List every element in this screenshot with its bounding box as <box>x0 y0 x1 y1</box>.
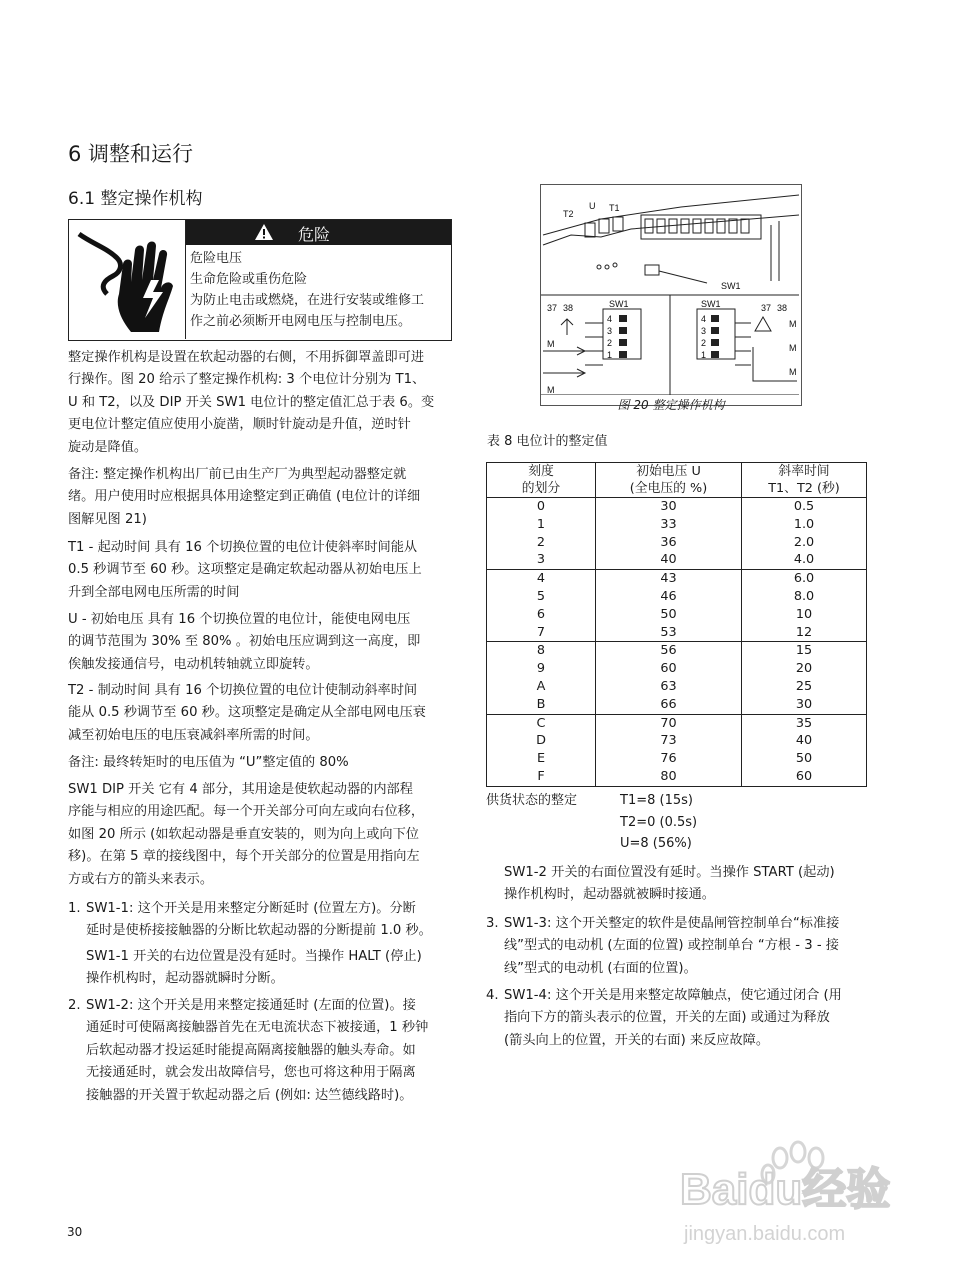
table-row <box>487 516 867 534</box>
table-cell: 5 <box>487 588 596 606</box>
column-header <box>596 463 742 498</box>
text-line: U 和 T2，以及 DIP 开关 SW1 电位计的整定值汇总于表 6。变 <box>68 394 435 410</box>
table-cell: 12 <box>742 624 867 642</box>
list-item <box>68 946 452 991</box>
danger-line: 为防止电击或燃烧，在进行安装或维修工 <box>190 293 425 308</box>
t1-label: T1 <box>609 203 620 213</box>
table-cell: 56 <box>596 642 742 660</box>
text-line: 通延时可使隔离接触器首先在无电流状态下被接通，1 秒钟 <box>86 1020 429 1036</box>
t1-paragraph <box>68 537 452 604</box>
motor-label: M <box>789 367 797 377</box>
header-line: 的划分 <box>521 481 561 496</box>
table-cell: 35 <box>742 714 867 732</box>
text-line: U - 初始电压 具有 16 个切换位置的电位计，能使电网电压 <box>68 612 411 627</box>
potentiometer-table <box>486 462 867 787</box>
table-row <box>487 534 867 552</box>
terminal-37: 37 <box>761 303 772 313</box>
table-cell: 15 <box>742 642 867 660</box>
factory-value: T2=0 (0.5s) <box>620 814 698 830</box>
table-row <box>487 498 867 516</box>
table-row <box>487 624 867 642</box>
factory-values <box>620 790 697 855</box>
list-number: 4. <box>486 988 499 1003</box>
figure-20 <box>540 184 802 406</box>
text-line: 能从 0.5 秒调节至 60 秒。这项整定是确定从全部电网电压衰 <box>68 705 426 721</box>
table-cell: 36 <box>596 534 742 552</box>
page-number: 30 <box>67 1225 83 1239</box>
header-line: (全电压的 %) <box>629 481 708 496</box>
switch-number: 1 <box>607 350 613 360</box>
table-row <box>487 714 867 732</box>
table-cell: 1 <box>487 516 596 534</box>
danger-line: 危险电压 <box>190 251 243 266</box>
text-line: 备注: 整定操作机构出厂前已由生产厂为典型起动器整定就 <box>68 467 407 482</box>
table-row <box>487 768 867 786</box>
text-line: 整定操作机构是设置在软起动器的右侧，不用拆御罩盖即可进 <box>68 350 425 365</box>
text-line: 操作机构时，起动器就被瞬时接通。 <box>504 887 715 903</box>
terminal-37: 37 <box>547 303 558 313</box>
section-heading: 6.1 整定操作机构 <box>68 189 203 209</box>
text-line: 图解见图 21) <box>68 511 147 527</box>
table-cell: D <box>487 732 596 750</box>
table-row <box>487 732 867 750</box>
table-cell: 9 <box>487 660 596 678</box>
factory-value: U=8 (56%) <box>620 836 692 851</box>
table-row <box>487 570 867 588</box>
table-cell: 6 <box>487 606 596 624</box>
table-cell: A <box>487 678 596 696</box>
table-cell: 20 <box>742 660 867 678</box>
table-cell: 80 <box>596 768 742 786</box>
table-cell: B <box>487 696 596 714</box>
table-cell: 50 <box>742 750 867 768</box>
table-cell: 0.5 <box>742 498 867 516</box>
table-cell: 33 <box>596 516 742 534</box>
table-cell: 2.0 <box>742 534 867 552</box>
table-row <box>487 606 867 624</box>
switch-number: 4 <box>607 314 613 324</box>
text-line: 无接通延时，就会发出故障信号，您也可将这种用于隔离 <box>86 1065 416 1081</box>
table-cell: 2 <box>487 534 596 552</box>
list-item <box>486 985 867 1052</box>
text-line: 线”型式的电动机 (左面的位置) 或控制单台 “方根 - 3 - 接 <box>504 938 839 954</box>
motor-label: M <box>789 319 797 329</box>
header-line: 斜率时间 <box>778 464 830 479</box>
text-line: (箭头向上的位置，开关的右面) 来反应故障。 <box>504 1032 770 1048</box>
table-cell: 30 <box>596 498 742 516</box>
text-line: 旋动是降值。 <box>68 439 148 455</box>
text-line: SW1 DIP 开关 它有 4 部分，其用途是使软起动器的内部程 <box>68 782 413 797</box>
table-cell: E <box>487 750 596 768</box>
danger-line: 生命危险或重伤危险 <box>190 272 308 287</box>
factory-label: 供货状态的整定 <box>486 793 578 808</box>
text-line: SW1-1 开关的右边位置是没有延时。当操作 HALT (停止) <box>86 949 422 964</box>
text-line: 如图 20 所示 (如软起动器是垂直安装的，则为向上或向下位 <box>68 826 419 842</box>
list-item <box>68 995 452 1107</box>
text-line: SW1-2: 这个开关是用来整定接通延时 (左面的位置)。接 <box>86 998 416 1013</box>
list-item <box>68 898 452 943</box>
table-cell: 3 <box>487 551 596 569</box>
table-header-row <box>487 463 867 498</box>
table-cell: 60 <box>742 768 867 786</box>
t2-paragraph <box>68 680 452 747</box>
header-line: 刻度 <box>528 464 554 479</box>
table-cell: 76 <box>596 750 742 768</box>
column-header <box>742 463 867 498</box>
table-cell: 46 <box>596 588 742 606</box>
warning-triangle-icon <box>254 223 274 245</box>
factory-value: T1=8 (15s) <box>620 793 693 808</box>
switch-number: 2 <box>607 338 613 348</box>
table-cell: 40 <box>742 732 867 750</box>
header-line: T1、T2 (秒) <box>768 481 840 496</box>
sw1-box-label: SW1 <box>609 299 629 309</box>
switch-number: 3 <box>701 326 707 336</box>
list-number: 3. <box>486 916 499 931</box>
text-line: 方或右方的箭头来表示。 <box>68 871 214 887</box>
table-cell: 70 <box>596 714 742 732</box>
danger-warning-box <box>68 219 452 341</box>
table-cell: 66 <box>596 696 742 714</box>
text-line: 序能与相应的用途匹配。每一个开关部分可向左或向右位移， <box>68 804 425 820</box>
sw1-paragraph <box>68 779 452 891</box>
danger-line: 作之前必须断开电网电压与控制电压。 <box>190 314 412 329</box>
text-line: 绪。用户使用时应根据具体用途整定到正确值 (电位计的详细 <box>68 489 421 505</box>
note2-paragraph <box>68 752 452 774</box>
table-cell: 10 <box>742 606 867 624</box>
table-cell: 8 <box>487 642 596 660</box>
text-line: 延时是使桥接接触器的分断比软起动器的分断提前 1.0 秒。 <box>86 923 432 939</box>
text-line: 接触器的开关置于软起动器之后 (例如: 达竺德线路时)。 <box>86 1087 413 1103</box>
t2-label: T2 <box>563 209 574 219</box>
table-row <box>487 678 867 696</box>
table-row <box>487 696 867 714</box>
table-cell: 4.0 <box>742 551 867 569</box>
table-row <box>487 660 867 678</box>
sw1-label: SW1 <box>721 281 741 291</box>
switch-number: 4 <box>701 314 707 324</box>
list-item <box>504 862 867 907</box>
table-cell: 53 <box>596 624 742 642</box>
list-item <box>486 913 867 980</box>
table-cell: 0 <box>487 498 596 516</box>
u-paragraph <box>68 609 452 676</box>
text-line: SW1-3: 这个开关整定的软件是使晶闸管控制单台“标准接 <box>504 916 840 931</box>
table-cell: 40 <box>596 551 742 569</box>
switch-number: 1 <box>701 350 707 360</box>
table-cell: C <box>487 714 596 732</box>
table-cell: 43 <box>596 570 742 588</box>
table-cell: 63 <box>596 678 742 696</box>
chapter-heading: 6 调整和运行 <box>68 142 194 166</box>
switch-number: 3 <box>607 326 613 336</box>
watermark-url: jingyan.baidu.com <box>684 1223 846 1245</box>
table-title: 表 8 电位计的整定值 <box>487 434 608 449</box>
text-line: 指向下方的箭头表示的位置，开关的左面) 或通过为释放 <box>504 1010 830 1026</box>
text-line: 操作机构时，起动器就瞬时分断。 <box>86 971 284 987</box>
sw1-box-label: SW1 <box>701 299 721 309</box>
text-line: 行操作。图 20 给示了整定操作机构: 3 个电位计分别为 T1、 <box>68 372 426 388</box>
motor-label: M <box>789 343 797 353</box>
text-line: SW1-2 开关的右面位置没有延时。当操作 START (起动) <box>504 865 835 880</box>
text-line: 后软起动器才投运延时能提高隔离接触器的触头寿命。如 <box>86 1042 416 1058</box>
table-cell: 7 <box>487 624 596 642</box>
text-line: 减至初始电压的电压衰减斜率所需的时间。 <box>68 727 319 743</box>
column-header <box>487 463 596 498</box>
text-line: 更电位计整定值应使用小旋凿，顺时针旋动是升值，逆时针 <box>68 417 411 433</box>
header-line: 初始电压 U <box>636 464 701 479</box>
terminal-38: 38 <box>563 303 574 313</box>
table-row <box>487 551 867 569</box>
text-line: 升到全部电网电压所需的时间 <box>68 584 240 600</box>
terminal-38: 38 <box>777 303 788 313</box>
setting-mechanism-drawing <box>541 185 801 395</box>
note-paragraph <box>68 464 452 531</box>
text-line: T1 - 起动时间 具有 16 个切换位置的电位计使斜率时间能从 <box>68 540 418 555</box>
table-cell: F <box>487 768 596 786</box>
table-cell: 6.0 <box>742 570 867 588</box>
table-row <box>487 642 867 660</box>
u-label: U <box>589 201 596 211</box>
list-number: 2. <box>68 998 81 1013</box>
watermark-brand: Baidu经验 <box>680 1165 891 1214</box>
text-line: 备注: 最终转矩时的电压值为 “U”整定值的 80% <box>68 755 349 770</box>
figure-caption: 图 20 整定操作机构 <box>617 398 725 412</box>
text-line: 0.5 秒调节至 60 秒。这项整定是确定软起动器从初始电压上 <box>68 562 422 578</box>
table-cell: 73 <box>596 732 742 750</box>
baidu-watermark <box>676 1138 906 1248</box>
baidu-paw-logo <box>676 1138 906 1248</box>
text-line: T2 - 制动时间 具有 16 个切换位置的电位计使制动斜率时间 <box>68 683 418 698</box>
table-cell: 50 <box>596 606 742 624</box>
motor-label: M <box>547 385 555 395</box>
table-cell: 60 <box>596 660 742 678</box>
intro-paragraph <box>68 347 452 459</box>
text-line: 线”型式的电动机 (右面的位置)。 <box>504 960 697 976</box>
text-line: 移)。在第 5 章的接线图中，每个开关部分的位置是用指向左 <box>68 849 420 865</box>
text-line: 俟触发接通信号，电动机转轴就立即旋转。 <box>68 656 319 672</box>
table-row <box>487 750 867 768</box>
danger-title: 危险 <box>298 225 331 244</box>
table-cell: 4 <box>487 570 596 588</box>
switch-number: 2 <box>701 338 707 348</box>
text-line: 的调节范围为 30% 至 80% 。初始电压应调到这一高度，即 <box>68 634 421 650</box>
table-cell: 30 <box>742 696 867 714</box>
table-cell: 1.0 <box>742 516 867 534</box>
danger-text <box>190 248 447 332</box>
table-cell: 8.0 <box>742 588 867 606</box>
table-cell: 25 <box>742 678 867 696</box>
electric-shock-hand-icon <box>69 220 186 339</box>
danger-title-bar <box>186 220 451 245</box>
list-number: 1. <box>68 901 81 916</box>
table-row <box>487 588 867 606</box>
text-line: SW1-1: 这个开关是用来整定分断延时 (位置左方)。分断 <box>86 901 416 916</box>
motor-label: M <box>547 339 555 349</box>
text-line: SW1-4: 这个开关是用来整定故障触点，使它通过闭合 (用 <box>504 988 842 1003</box>
